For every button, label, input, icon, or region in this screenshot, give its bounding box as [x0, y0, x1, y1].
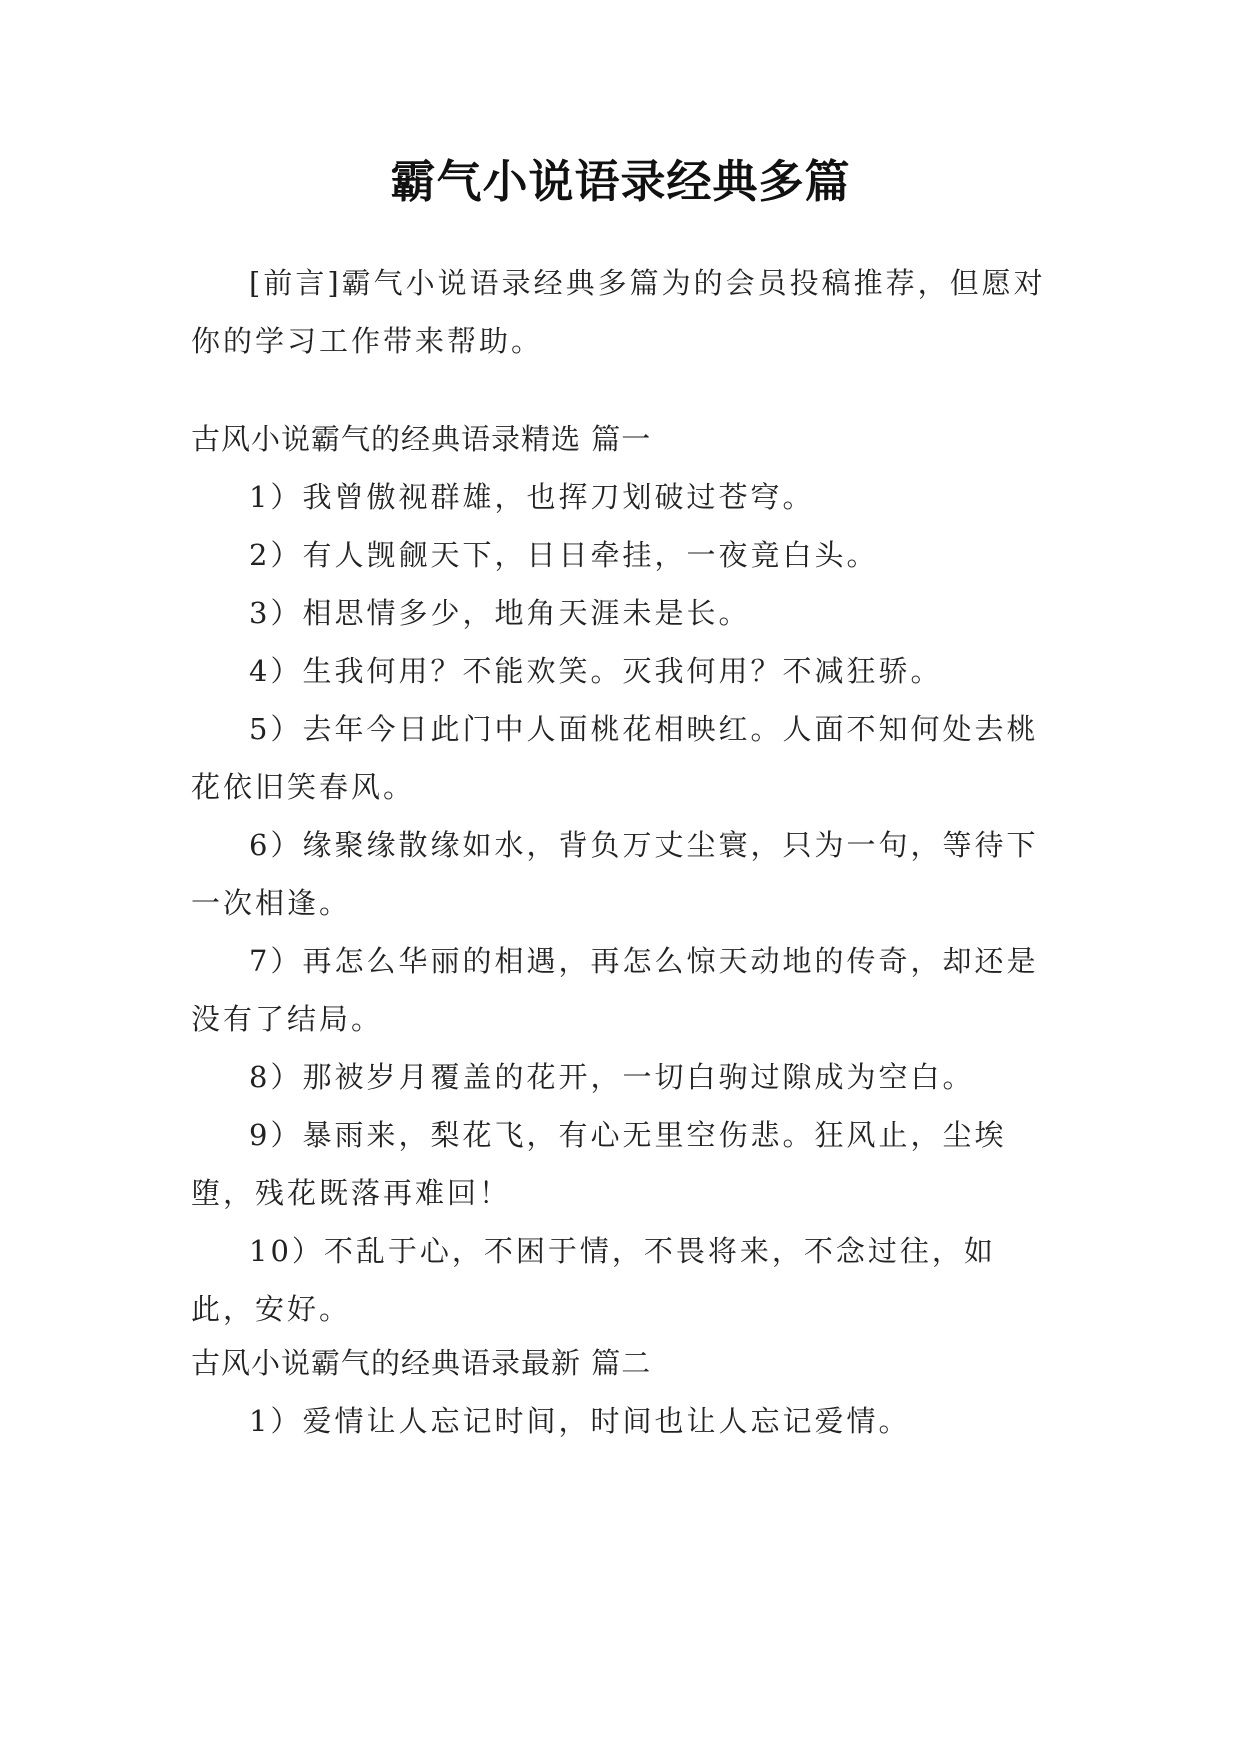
list-item: 3）相思情多少，地角天涯未是长。 [249, 596, 751, 630]
list-item: 1）爱情让人忘记时间，时间也让人忘记爱情。 [249, 1404, 911, 1438]
list-item: 8）那被岁月覆盖的花开，一切白驹过隙成为空白。 [249, 1060, 975, 1094]
list-item: 9）暴雨来，梨花飞，有心无里空伤悲。狂风止，尘埃堕，残花既落再难回！ [191, 1118, 1007, 1210]
section-heading-2: 古风小说霸气的经典语录最新 篇二 [191, 1346, 652, 1380]
list-item: 10）不乱于心，不困于情，不畏将来，不念过往，如此，安好。 [191, 1234, 996, 1326]
list-item: 4）生我何用？不能欢笑。灭我何用？不减狂骄。 [249, 654, 943, 688]
preface-block [191, 254, 1051, 370]
list-item: 5）去年今日此门中人面桃花相映红。人面不知何处去桃花依旧笑春风。 [191, 712, 1039, 804]
page-title: 霸气小说语录经典多篇 [390, 155, 851, 208]
list-item: 7）再怎么华丽的相遇，再怎么惊天动地的传奇，却还是没有了结局。 [191, 944, 1039, 1036]
section-heading-1: 古风小说霸气的经典语录精选 篇一 [191, 422, 652, 456]
list-item: 1）我曾傲视群雄，也挥刀划破过苍穹。 [249, 480, 815, 514]
preface-paragraph: [前言]霸气小说语录经典多篇为的会员投稿推荐，但愿对你的学习工作带来帮助。 [191, 266, 1046, 358]
section-1-list [191, 468, 1051, 1338]
list-item: 2）有人觊觎天下，日日牵挂，一夜竟白头。 [249, 538, 879, 572]
section-2-list [191, 1392, 1051, 1450]
list-item: 6）缘聚缘散缘如水，背负万丈尘寰，只为一句，等待下一次相逢。 [191, 828, 1039, 920]
